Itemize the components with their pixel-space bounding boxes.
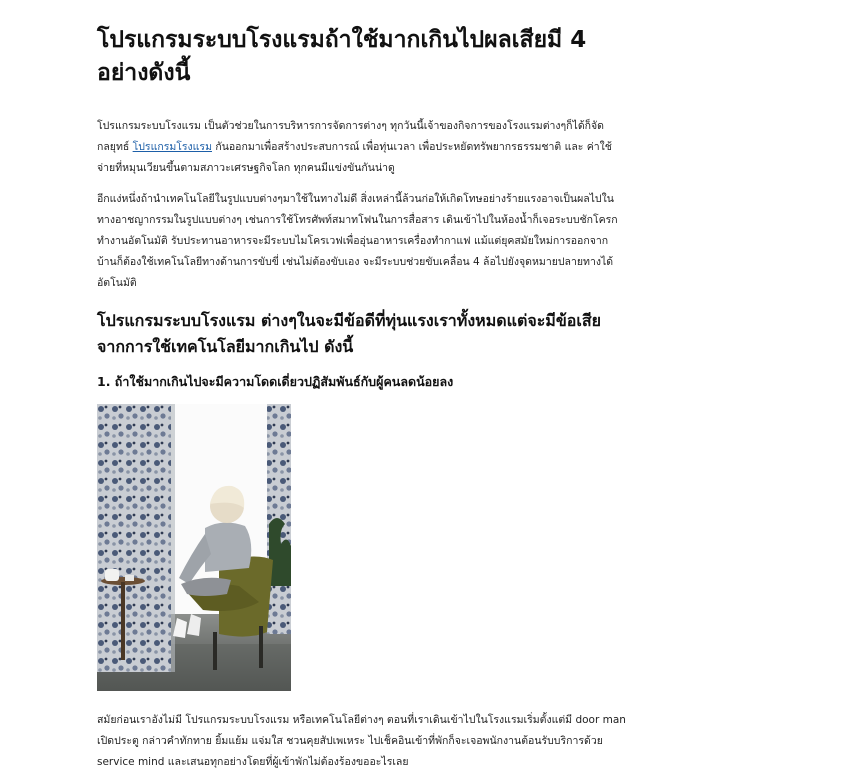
intro-text-start: โปรแกรมระบบโรงแรม เป็นตัวช่วยในการบริหารการจัดการต่างๆ ทุกวันนี้เจ้าของกิจการของโรงแรมต่างๆก็ได้ก็จัดกลยุทธ์ (97, 120, 604, 153)
section-heading: โปรแกรมระบบโรงแรม ต่างๆในจะมีข้อดีที่ทุ่นแรงเราทั้งหมดแต่จะมีข้อเสียจากการใช้เทคโนโลยีมากเกินไป ดังนี้ (97, 311, 602, 356)
subsection-heading-1: 1. ถ้าใช้มากเกินไปจะมีความโดดเดี่ยวปฏิสัมพันธ์กับผู้คนลดน้อยลง (97, 374, 454, 389)
intro-text-end: กันออกมาเพื่อสร้างประสบการณ์ เพื่อทุ่นเวลา เพื่อประหยัดทรัพยากรธรรมชาติ และ ค่าใช้จ่ายที่หมุนเวียนขึ้นตามสภาวะเศรษฐกิจโลก ทุกคนมีแข่งขันกันน่าดู (97, 141, 612, 174)
article-photo (97, 404, 291, 691)
article (97, 24, 627, 392)
intro-paragraph (97, 116, 627, 179)
article-title: โปรแกรมระบบโรงแรมถ้าใช้มากเกินไปผลเสียมี 4 อย่างดังนี้ (97, 27, 587, 86)
paragraph-before-technology: สมัยก่อนเราอังไม่มี โปรแกรมระบบโรงแรม หรือเทคโนโลยีต่างๆ ตอนที่เราเดินเข้าไปในโรงแรมเริ่มตั้งแต่มี door man เปิดประตู กล่าวคำทักทาย ยิ้มแย้ม แจ่มใส ชวนคุยสัปเพเหระ ไปเช็คอินเข้าที่พักก็จะเจอพนักงานต้อนรับบริการด้วย service mind และเสนอทุกอย่างโดยที่ผู้เข้าพักไม่ต้องร้องขออะไรเลย (97, 714, 626, 768)
paragraph-technology: อีกแง่หนึ่งถ้านำเทคโนโลยีในรูปแบบต่างๆมาใช้ในทางไม่ดี สิ่งเหล่านี้ล้วนก่อให้เกิดโทษอย่างร้ายแรงอาจเป็นผลไปในทางอาชญากรรมในรูปแบบต่างๆ เช่นการใช้โทรศัพท์สมาทโฟนในการสื่อสาร เดินเข้าไปในห้องน้ำก็เจอระบบชักโครกทำงานอัตโนมัติ รับประทานอาหารจะมีระบบไมโครเวฟเพื่ออุ่นอาหารเครื่องทำกาแฟ แม้แต่ยุคสมัยใหม่การออกจากบ้านก็ต้องใช้เทคโนโลยีทางด้านการขับขี่ เช่นไม่ต้องขับเอง จะมีระบบช่วยขับเคลื่อน 4 ล้อไปยังจุดหมายปลายทางได้อัตโนมัติ (97, 193, 618, 289)
hotel-program-link[interactable]: โปรแกรมโรงแรม (132, 141, 212, 153)
